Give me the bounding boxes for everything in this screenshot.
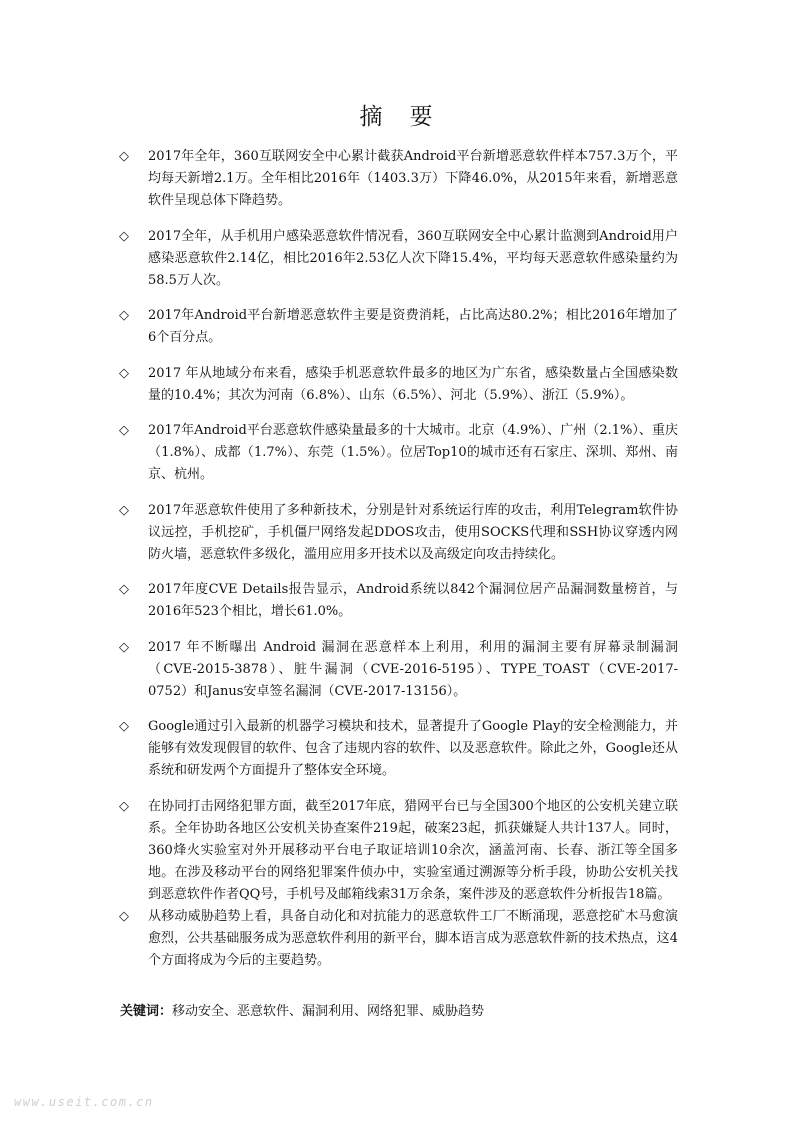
keywords-text: 移动安全、恶意软件、漏洞利用、网络犯罪、威胁趋势 xyxy=(172,1004,485,1019)
list-item xyxy=(118,420,678,486)
list-item xyxy=(118,500,678,566)
bullet-text: 从移动威胁趋势上看，具备自动化和对抗能力的恶意软件工厂不断涌现，恶意挖矿木马愈演愈烈，公共基础服务成为恶意软件利用的新平台，脚本语言成为恶意软件新的技术热点，这4个方面将成为今后的主要趋势。 xyxy=(148,908,678,968)
list-item xyxy=(118,579,678,623)
diamond-bullet-icon: ◇ xyxy=(119,149,129,164)
list-item xyxy=(118,637,678,703)
diamond-bullet-icon: ◇ xyxy=(119,308,129,323)
list-item xyxy=(118,906,678,972)
list-item xyxy=(118,796,678,906)
bullet-text: 2017 年不断曝出 Android 漏洞在恶意样本上利用，利用的漏洞主要有屏幕录制漏洞（CVE-2015-3878）、脏牛漏洞（CVE-2016-5195）、TYPE_TOAST（CVE-2017-0752）和Janus安卓签名漏洞（CVE-2017-13156）。 xyxy=(148,639,678,699)
bullet-text: 2017年Android平台恶意软件感染量最多的十大城市。北京（4.9%）、广州（2.1%）、重庆（1.8%）、成都（1.7%）、东莞（1.5%）。位居Top10的城市还有石家庄、深圳、郑州、南京、杭州。 xyxy=(148,423,678,482)
watermark: www.useit.com.cn xyxy=(14,1095,154,1109)
bullet-text: 在协同打击网络犯罪方面，截至2017年底，猎网平台已与全国300个地区的公安机关建立联系。全年协助各地区公安机关协查案件219起，破案23起，抓获嫌疑人共计137人。同时，360烽火实验室对外开展移动平台电子取证培训10余次，涵盖河南、长春、浙江等全国多地。在涉及移动平台的网络犯罪案件侦办中，实验室通过溯源等分析手段，协助公安机关找到恶意软件作者QQ号，手机号及邮箱线索31万余条，案件涉及的恶意软件分析报告18篇。 xyxy=(148,798,678,902)
keywords-line xyxy=(120,1001,484,1023)
bullet-text: 2017年Android平台新增恶意软件主要是资费消耗，占比高达80.2%；相比2016年增加了6个百分点。 xyxy=(148,308,678,345)
diamond-bullet-icon: ◇ xyxy=(119,719,129,734)
diamond-bullet-icon: ◇ xyxy=(119,639,129,655)
list-item xyxy=(118,226,678,292)
diamond-bullet-icon: ◇ xyxy=(119,423,129,438)
list-item xyxy=(118,305,678,349)
bullet-text: 2017年度CVE Details报告显示，Android系统以842个漏洞位居产品漏洞数量榜首，与2016年523个相比，增长61.0%。 xyxy=(148,582,678,619)
bullet-text: 2017全年，从手机用户感染恶意软件情况看，360互联网安全中心累计监测到Android用户感染恶意软件2.14亿，相比2016年2.53亿人次下降15.4%，平均每天恶意软件感染量约为58.5万人次。 xyxy=(148,228,678,288)
bullet-text: 2017年全年，360互联网安全中心累计截获Android平台新增恶意软件样本757.3万个，平均每天新增2.1万。全年相比2016年（1403.3万）下降46.0%，从2015年来看，新增恶意软件呈现总体下降趋势。 xyxy=(148,149,678,208)
diamond-bullet-icon: ◇ xyxy=(119,502,129,518)
diamond-bullet-icon: ◇ xyxy=(119,908,129,924)
diamond-bullet-icon: ◇ xyxy=(119,582,129,597)
diamond-bullet-icon: ◇ xyxy=(119,228,129,244)
list-item xyxy=(118,716,678,782)
summary-bullet-list xyxy=(118,146,678,985)
page-title: 摘 要 xyxy=(359,104,435,130)
keywords-label: 关键词： xyxy=(120,1004,173,1019)
bullet-text: Google通过引入最新的机器学习模块和技术，显著提升了Google Play的安全检测能力，并能够有效发现假冒的软件、包含了违规内容的软件、以及恶意软件。除此之外，Google还从系统和研发两个方面提升了整体安全环境。 xyxy=(148,719,678,778)
bullet-text: 2017 年从地域分布来看，感染手机恶意软件最多的地区为广东省，感染数量占全国感染数量的10.4%；其次为河南（6.8%）、山东（6.5%）、河北（5.9%）、浙江（5.9%）。 xyxy=(148,365,678,403)
diamond-bullet-icon: ◇ xyxy=(119,365,129,381)
list-item xyxy=(118,363,678,407)
list-item xyxy=(118,146,678,212)
bullet-text: 2017年恶意软件使用了多种新技术，分别是针对系统运行库的攻击，利用Telegram软件协议远控，手机挖矿，手机僵尸网络发起DDOS攻击，使用SOCKS代理和SSH协议穿透内网防火墙，恶意软件多级化，滥用应用多开技术以及高级定向攻击持续化。 xyxy=(148,502,678,562)
diamond-bullet-icon: ◇ xyxy=(119,798,129,814)
